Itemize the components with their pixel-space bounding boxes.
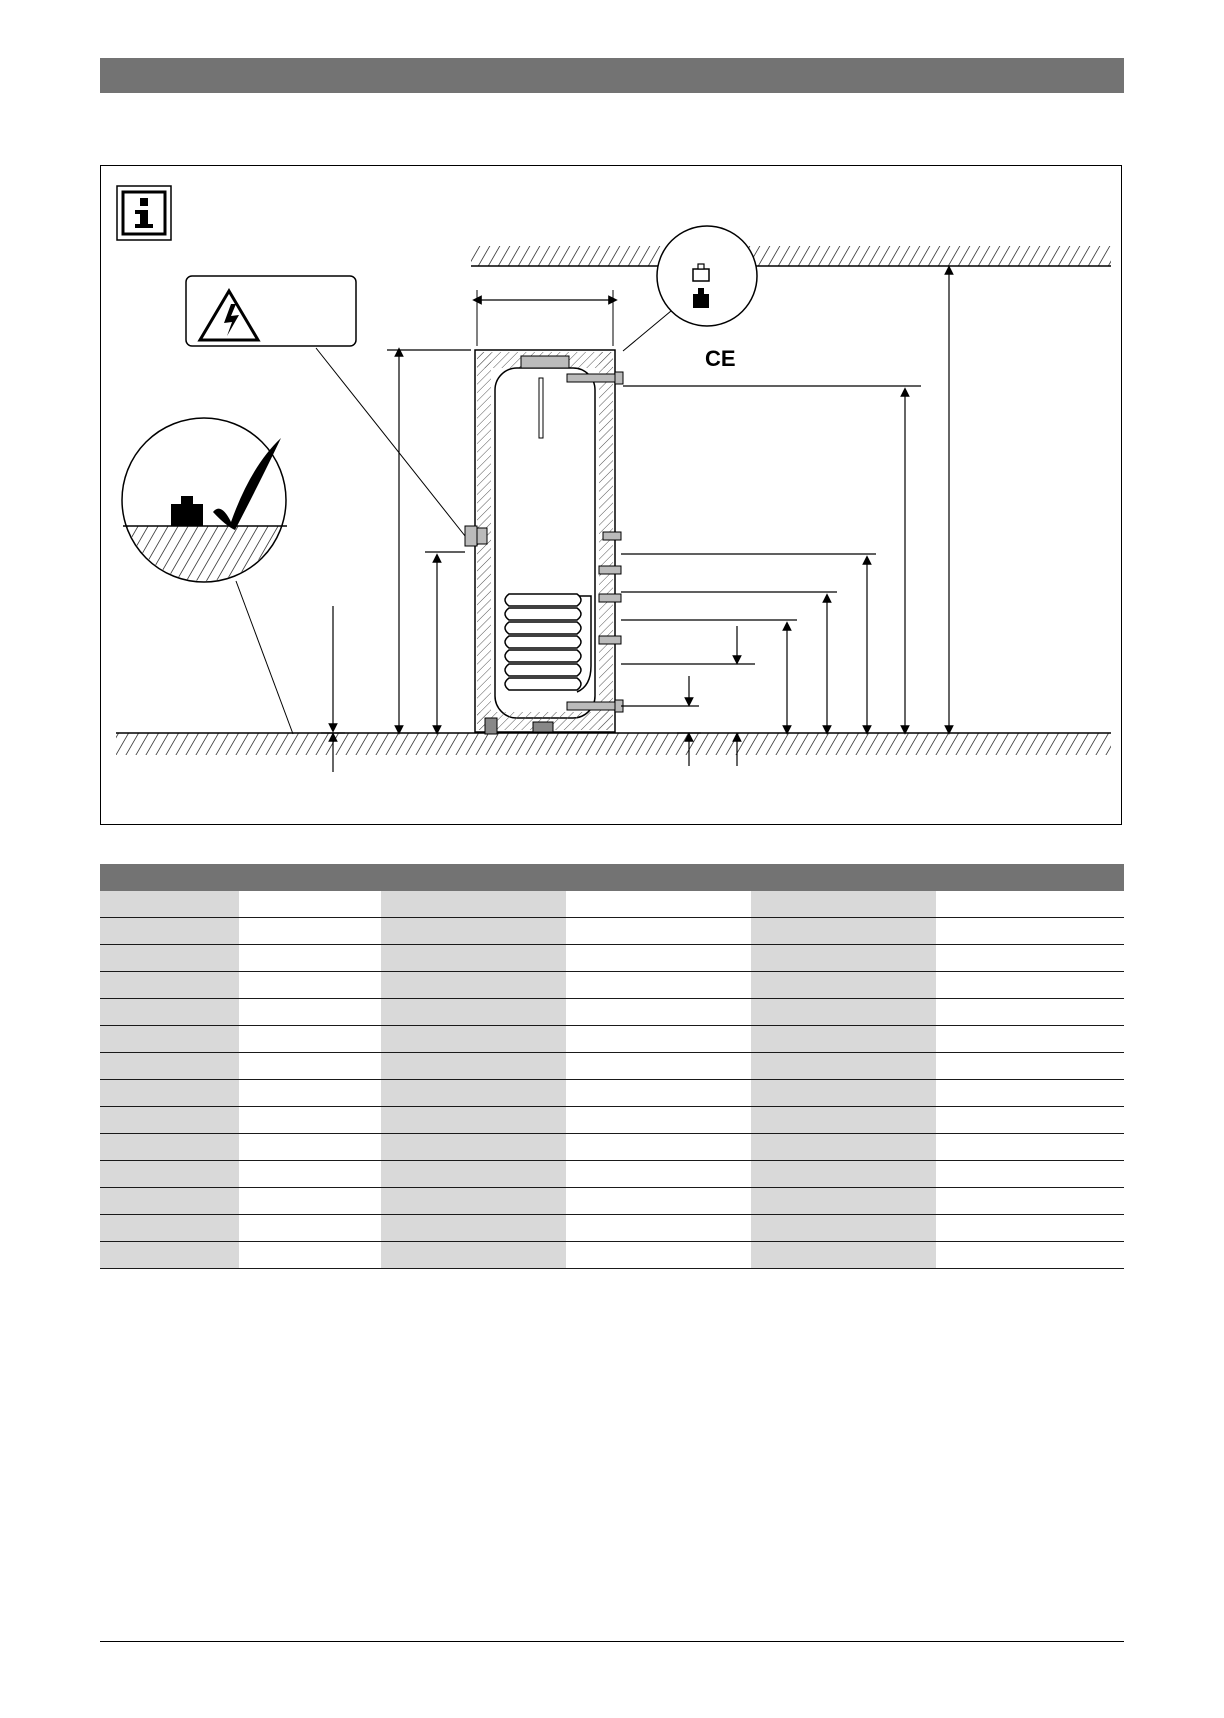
table-cell	[936, 1242, 1124, 1268]
info-icon	[117, 186, 171, 240]
floor	[116, 733, 1111, 755]
table-cell	[566, 1215, 751, 1241]
weight-detail	[657, 226, 757, 326]
table-cell	[566, 1053, 751, 1079]
table-cell	[751, 1134, 936, 1160]
table-cell	[751, 1242, 936, 1268]
table-cell	[751, 918, 936, 944]
table-cell	[566, 891, 751, 917]
ce-mark: CE	[705, 346, 736, 371]
table-cell	[566, 1242, 751, 1268]
table-cell	[936, 1134, 1124, 1160]
table-cell	[239, 999, 381, 1025]
table-cell	[381, 1026, 566, 1052]
table-cell	[381, 1242, 566, 1268]
table-cell	[751, 1053, 936, 1079]
table-cell	[381, 1080, 566, 1106]
table-cell	[100, 891, 239, 917]
table-cell	[100, 1026, 239, 1052]
table-cell	[751, 1161, 936, 1187]
table-cell	[936, 1026, 1124, 1052]
table-cell	[751, 1188, 936, 1214]
table-cell	[239, 1107, 381, 1133]
table-row	[100, 1053, 1124, 1080]
table-row	[100, 1161, 1124, 1188]
table-cell	[100, 972, 239, 998]
table-cell	[936, 1215, 1124, 1241]
storage-tank	[465, 350, 623, 734]
table-cell	[936, 1161, 1124, 1187]
table-cell	[936, 1107, 1124, 1133]
table-cell	[936, 918, 1124, 944]
table-cell	[381, 1053, 566, 1079]
table-row	[100, 1242, 1124, 1269]
table-cell	[239, 1161, 381, 1187]
table-header	[100, 864, 1124, 891]
table-cell	[239, 1080, 381, 1106]
table-cell	[751, 1026, 936, 1052]
table-row	[100, 1188, 1124, 1215]
footer-rule	[100, 1641, 1124, 1642]
table-cell	[936, 945, 1124, 971]
ceiling	[471, 246, 1111, 266]
table-cell	[100, 1134, 239, 1160]
table-cell	[751, 1215, 936, 1241]
table-cell	[100, 1161, 239, 1187]
table-cell	[239, 1215, 381, 1241]
table-cell	[936, 1080, 1124, 1106]
header-bar	[100, 58, 1124, 93]
table-cell	[239, 1134, 381, 1160]
table-cell	[239, 1026, 381, 1052]
table-cell	[381, 891, 566, 917]
table-cell	[239, 1053, 381, 1079]
table-row	[100, 1026, 1124, 1053]
table-cell	[381, 1134, 566, 1160]
table-cell	[751, 891, 936, 917]
table-row	[100, 1080, 1124, 1107]
table-cell	[381, 1188, 566, 1214]
table-cell	[936, 891, 1124, 917]
table-cell	[100, 1188, 239, 1214]
table-cell	[381, 1107, 566, 1133]
table-row	[100, 945, 1124, 972]
table-cell	[100, 918, 239, 944]
table-cell	[239, 918, 381, 944]
installation-figure	[100, 165, 1122, 825]
table-cell	[936, 1188, 1124, 1214]
table-cell	[566, 972, 751, 998]
table-cell	[566, 1188, 751, 1214]
table-cell	[100, 1053, 239, 1079]
table-cell	[239, 1242, 381, 1268]
table-row	[100, 1107, 1124, 1134]
table-cell	[100, 1215, 239, 1241]
table-cell	[751, 945, 936, 971]
table-cell	[100, 1080, 239, 1106]
table-cell	[751, 972, 936, 998]
table-cell	[239, 972, 381, 998]
table-row	[100, 1134, 1124, 1161]
table-cell	[566, 1026, 751, 1052]
table-cell	[381, 1215, 566, 1241]
table-cell	[100, 945, 239, 971]
table-cell	[381, 999, 566, 1025]
table-cell	[381, 1161, 566, 1187]
table-cell	[566, 1161, 751, 1187]
table-cell	[566, 999, 751, 1025]
table-cell	[751, 999, 936, 1025]
table-cell	[381, 918, 566, 944]
table-body	[100, 891, 1124, 1269]
table-cell	[566, 1134, 751, 1160]
table-cell	[751, 1080, 936, 1106]
table-cell	[936, 1053, 1124, 1079]
table-cell	[100, 999, 239, 1025]
table-row	[100, 918, 1124, 945]
table-row	[100, 891, 1124, 918]
table-cell	[239, 1188, 381, 1214]
electrical-hazard-icon	[186, 276, 356, 346]
table-cell	[936, 972, 1124, 998]
installation-diagram	[101, 166, 1123, 826]
table-cell	[566, 1107, 751, 1133]
table-cell	[566, 1080, 751, 1106]
table-cell	[239, 945, 381, 971]
table-cell	[381, 945, 566, 971]
table-cell	[100, 1107, 239, 1133]
height-dimensions-left	[321, 350, 471, 772]
table-cell	[100, 1242, 239, 1268]
table-cell	[751, 1107, 936, 1133]
table-row	[100, 1215, 1124, 1242]
stable-floor-detail	[122, 418, 288, 586]
table-cell	[239, 891, 381, 917]
table-cell	[566, 918, 751, 944]
table-cell	[566, 945, 751, 971]
specification-table	[100, 864, 1124, 1269]
height-dimensions-right	[621, 270, 949, 766]
table-cell	[381, 972, 566, 998]
table-cell	[936, 999, 1124, 1025]
table-row	[100, 999, 1124, 1026]
table-row	[100, 972, 1124, 999]
